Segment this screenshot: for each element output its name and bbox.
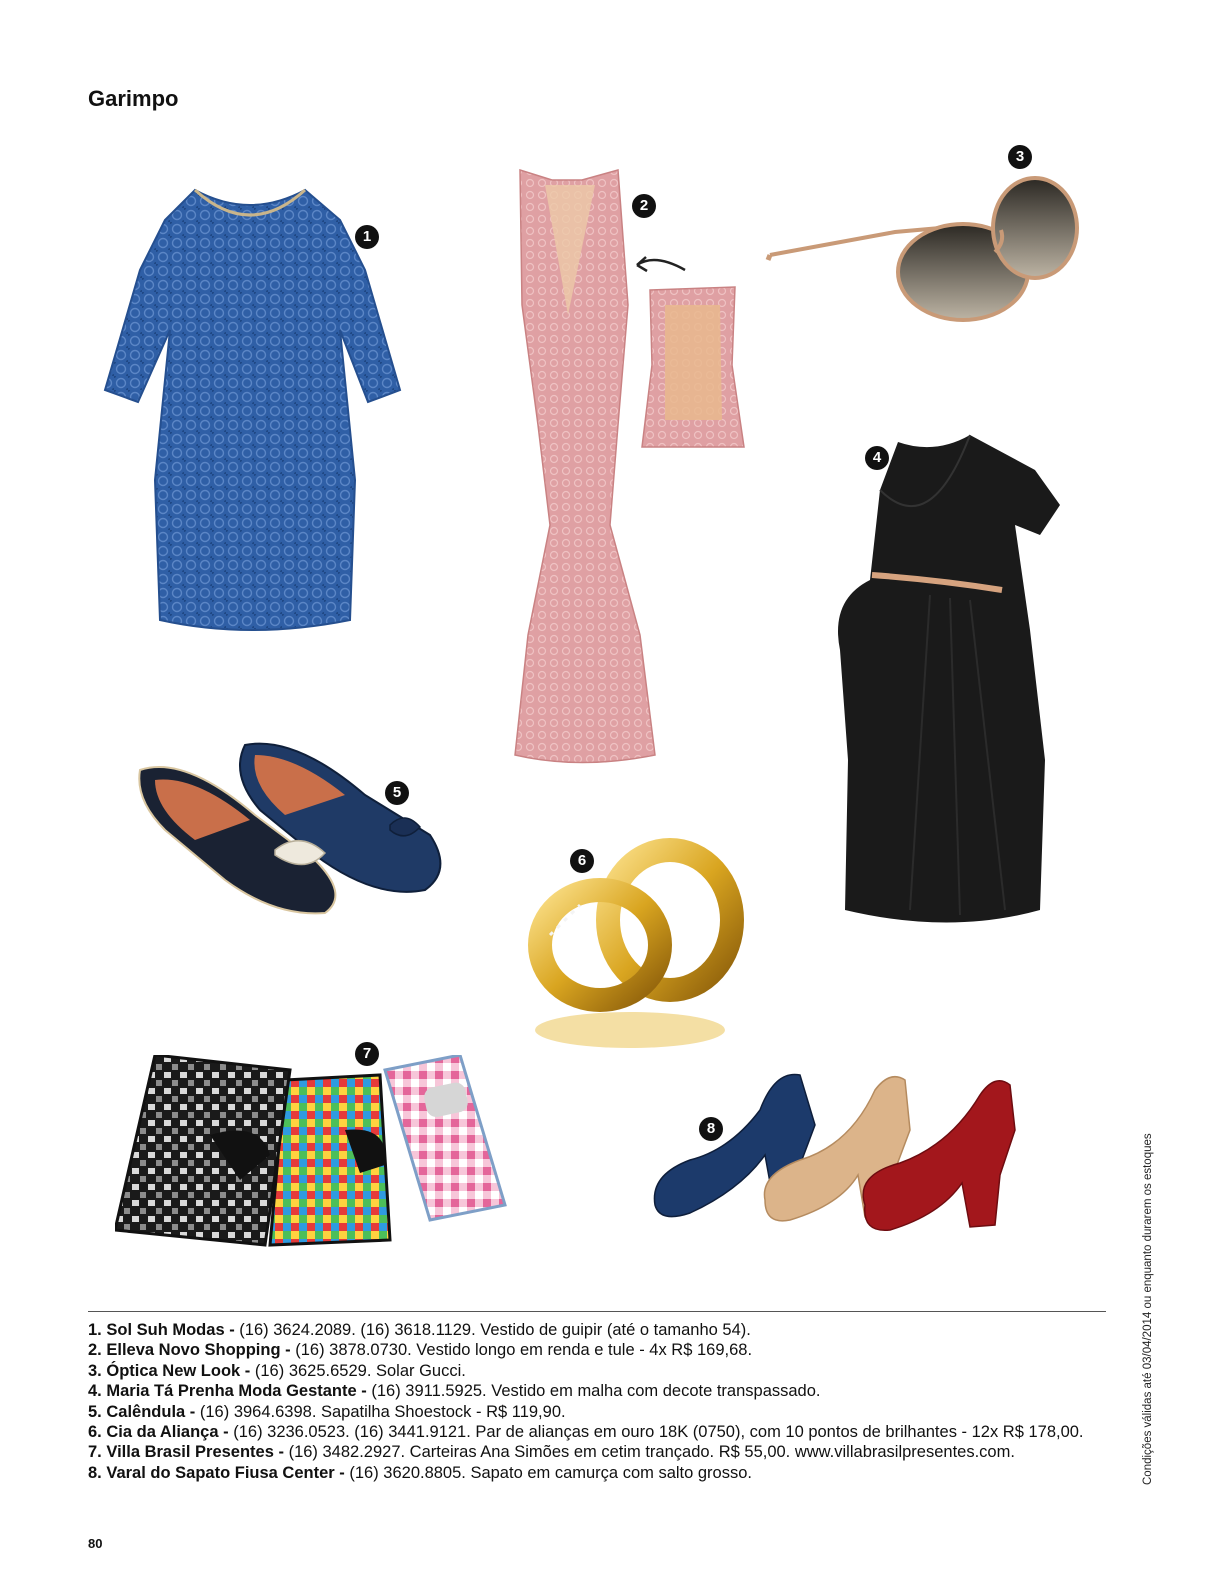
product-number-marker-3: 3	[1008, 145, 1032, 169]
product-number-marker-1: 1	[355, 225, 379, 249]
pink-long-gown-icon	[500, 165, 750, 770]
page-title: Garimpo	[88, 86, 179, 111]
product-2-pink-long-gown	[500, 165, 750, 770]
credit-details: (16) 3625.6529. Solar Gucci.	[254, 1361, 466, 1380]
credit-details: (16) 3878.0730. Vestido longo em renda e tule - 4x R$ 169,68.	[295, 1341, 753, 1360]
product-1-blue-lace-dress	[100, 180, 405, 640]
credit-store: Maria Tá Prenha Moda Gestante -	[106, 1382, 367, 1401]
credit-details: (16) 3911.5925. Vestido em malha com decote transpassado.	[371, 1382, 821, 1401]
blue-lace-dress-icon	[100, 180, 405, 640]
credit-store: Calêndula -	[106, 1402, 196, 1421]
credits-divider	[88, 1311, 1106, 1312]
credit-item	[88, 1442, 1118, 1462]
credit-number: 1.	[88, 1321, 102, 1339]
credit-number: 2.	[88, 1341, 102, 1360]
black-maternity-dress-icon	[830, 430, 1065, 935]
product-8-block-heel-pumps	[650, 1065, 1030, 1240]
credit-details: (16) 3482.2927. Carteiras Ana Simões em cetim trançado. R$ 55,00. www.villabrasilpresentes.com.	[288, 1443, 1015, 1462]
block-heel-pumps-icon	[650, 1065, 1030, 1240]
credit-number: 8.	[88, 1463, 102, 1482]
product-number-marker-7: 7	[355, 1042, 379, 1066]
credit-item	[88, 1422, 1118, 1442]
gold-wedding-rings-icon	[520, 835, 745, 1050]
product-5-ballet-flats	[135, 735, 455, 920]
credit-store: Varal do Sapato Fiusa Center -	[106, 1463, 345, 1482]
product-number-marker-4: 4	[865, 446, 889, 470]
credit-item	[88, 1320, 1118, 1340]
credit-store: Cia da Aliança -	[106, 1423, 229, 1442]
product-number-marker-2: 2	[632, 194, 656, 218]
credit-store: Elleva Novo Shopping -	[106, 1341, 291, 1360]
page-number: 80	[88, 1536, 103, 1551]
credit-store: Óptica New Look -	[106, 1361, 251, 1380]
product-6-gold-wedding-rings	[520, 835, 745, 1050]
credit-item	[88, 1402, 1118, 1422]
credit-store: Sol Suh Modas -	[106, 1321, 235, 1339]
sunglasses-icon	[765, 160, 1085, 325]
credit-item	[88, 1361, 1118, 1381]
woven-wallets-icon	[115, 1055, 510, 1250]
product-number-marker-5: 5	[385, 781, 409, 805]
credit-number: 7.	[88, 1443, 102, 1462]
credit-number: 6.	[88, 1423, 102, 1442]
credit-item	[88, 1463, 1118, 1483]
credit-item	[88, 1381, 1118, 1401]
credit-details: (16) 3964.6398. Sapatilha Shoestock - R$ 119,90.	[199, 1402, 566, 1421]
credit-details: (16) 3620.8805. Sapato em camurça com salto grosso.	[349, 1463, 752, 1482]
conditions-note	[1141, 1085, 1155, 1485]
credits-list	[88, 1320, 1118, 1483]
credit-item	[88, 1340, 1118, 1360]
credit-store: Villa Brasil Presentes -	[106, 1443, 284, 1462]
credit-details: (16) 3236.0523. (16) 3441.9121. Par de alianças em ouro 18K (0750), com 10 pontos de brilhantes - 12x R$ 178,00.	[233, 1423, 1084, 1442]
credit-number: 4.	[88, 1382, 102, 1401]
product-number-marker-8: 8	[699, 1117, 723, 1141]
product-number-marker-6: 6	[570, 849, 594, 873]
product-7-woven-wallets	[115, 1055, 510, 1250]
product-4-black-maternity-dress	[830, 430, 1065, 935]
ballet-flats-icon	[135, 735, 455, 920]
conditions-note-text: Condições válidas até 03/04/2014 ou enquanto durarem os estoques	[1142, 1133, 1154, 1485]
credit-number: 5.	[88, 1402, 102, 1421]
credit-details: (16) 3624.2089. (16) 3618.1129. Vestido de guipir (até o tamanho 54).	[239, 1321, 751, 1339]
product-3-sunglasses	[765, 160, 1085, 325]
credit-number: 3.	[88, 1361, 102, 1380]
